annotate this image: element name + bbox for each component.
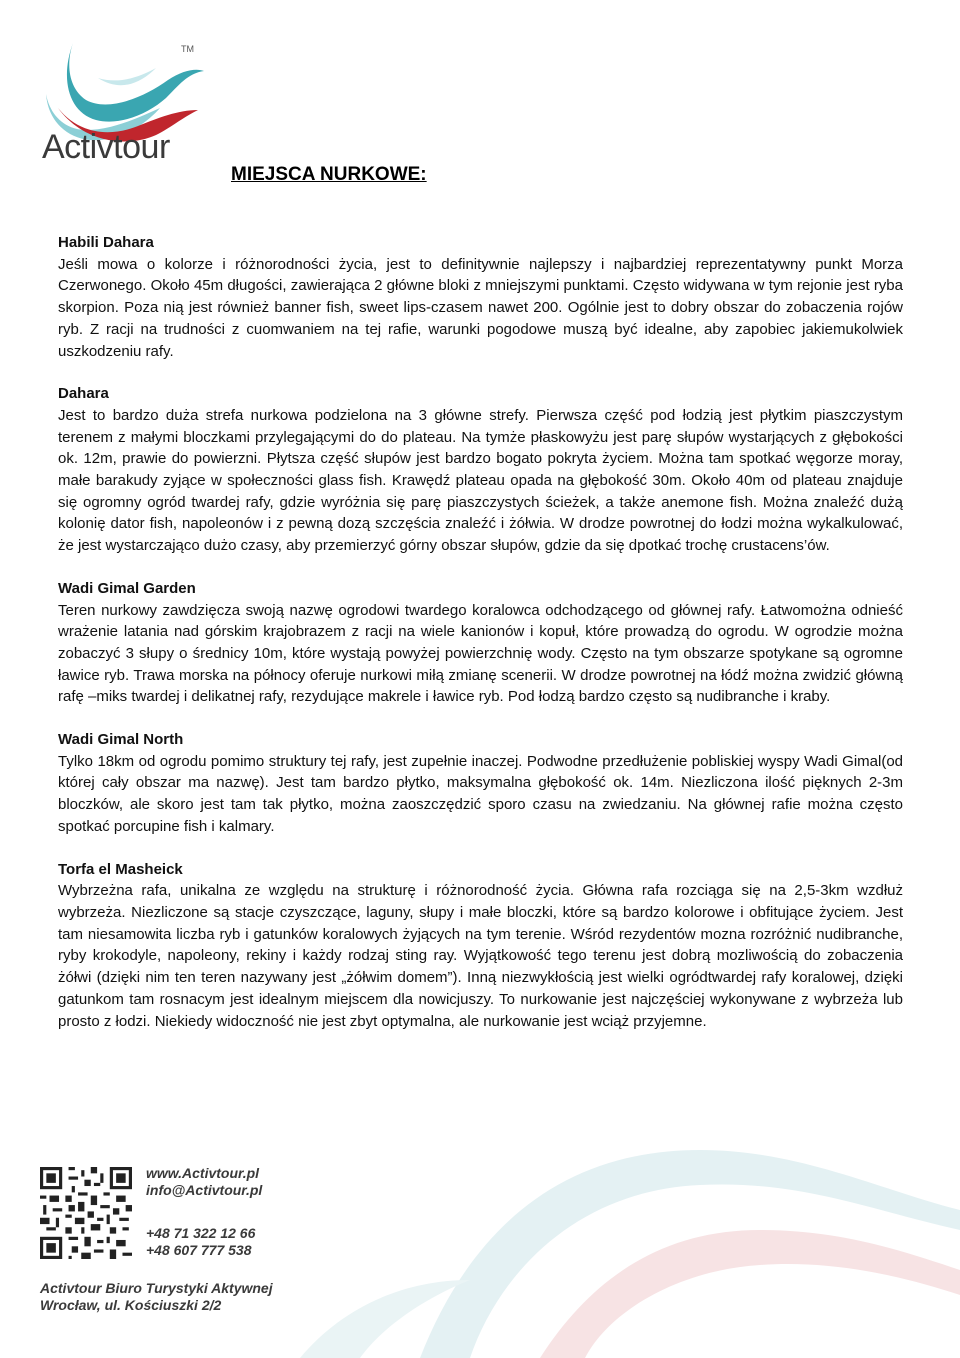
company-name: Activtour Biuro Turystyki Aktywnej xyxy=(40,1280,273,1296)
section-heading: Habili Dahara xyxy=(58,234,154,251)
footer-contact xyxy=(146,1165,262,1259)
footer-company-info xyxy=(40,1280,273,1314)
section-heading: Wadi Gimal Garden xyxy=(58,579,196,597)
company-address: Wrocław, ul. Kościuszki 2/2 xyxy=(40,1297,222,1313)
section-habili-dahara xyxy=(58,232,903,362)
section-torfa-el-masheick xyxy=(58,859,903,1033)
section-wadi-gimal-north xyxy=(58,729,903,838)
page-title: MIEJSCA NURKOWE: xyxy=(231,164,427,185)
section-heading: Dahara xyxy=(58,385,109,403)
phone-1: +48 71 322 12 66 xyxy=(146,1225,256,1241)
main-content xyxy=(58,232,903,1053)
section-text: Tylko 18km od ogrodu pomimo struktury tej rafy, jest zupełnie inaczej. Podwodne przedłużenie pobliskiej wyspy Wadi Gimal(od której cały obszar ma nazwę). Jest tam bardzo płytko, maksymalna głębokość ok. 14m. Niezliczona ilość pięknych 2-3m bloczków, ale skoro jest tam tak płytko, można zaoszczędzić sporo czasu na zwiedzaniu. Na głównej rafie można często spotkać porcupine fish i kalmary. xyxy=(58,752,903,835)
logo-wordmark: Activtour xyxy=(42,128,170,166)
phone-2: +48 607 777 538 xyxy=(146,1242,252,1258)
email-link[interactable]: info@Activtour.pl xyxy=(146,1182,263,1198)
section-text: Wybrzeżna rafa, unikalna ze względu na strukturę i różnorodność życia. Główna rafa rozciąga się na 2,5-3km wzdłuż wybrzeża. Niezliczone są stacje czyszczące, laguny, słupy i małe bloczki, które są bardzo kolorowe i obfitujące życiem. Jest tam niesamowita liczba ryb i gatunków koralowych żyjących na tym terenie. Wśród rezydentów mozna rozróżnić nudibranche, ryby krokodyle, napoleony, rekiny i każdy rodzaj sting ray. Wyjątkowość tego terenu jest dobrą mozliwością do zobaczenia żółwi (dzięki nim ten teren nazywany jest „żółwim domem”). Inną niezwykłością jest wielki ogródtwardej rafy koralowej, dzięki gatunkom tam rosnacym jest idealnym miejscem dla nowicjuszy. To nurkowanie jest najczęściej wykonywane z wybrzeża lub prosto z łodzi. Niekiedy widoczność nie jest zbyt optymalna, ale nurkowanie jest wciąż przyjemne. xyxy=(58,882,903,1030)
section-text: Jest to bardzo duża strefa nurkowa podzielona na 3 główne strefy. Pierwsza część pod łodzią jest płytkim piaszczystym terenem z małymi bloczkami przylegającymi do do plateau. Na tymże płaskowyżu jest parę słupów wystarjących z głębokości ok. 12m, prawie do powierzni. Płytsza część słupów jest bardzo bogato pokryta życiem. Można tam spotkać węgorze moray, małe barakudy zyjące w społeczności glass fish. Krawędź plateau opada na głębokość 30m. Około 40m od plateau znajduje się ogromny ogród twardej rafy, gdzie wyróżnia się parę piaszczystych ścieżek, a także anemone fish. Można znaleźć dużą kolonię dator fish, napoleonów i z pewną dozą szczęścia znaleźć i żółwia. W drodze powrotnej do łodzi można wykalkulować, że jest wystarczająco dużo czasy, aby przemierzyć górny obszar słupów, gdzie da się dpotkać trochę crustacens’ów. xyxy=(58,406,903,555)
section-wadi-gimal-garden xyxy=(58,578,903,708)
section-heading: Wadi Gimal North xyxy=(58,731,184,749)
background-swoosh-decoration xyxy=(0,1080,960,1358)
section-dahara xyxy=(58,383,903,557)
website-link[interactable]: www.Activtour.pl xyxy=(146,1165,260,1181)
qr-code-icon xyxy=(40,1167,132,1259)
section-text: Jeśli mowa o kolorze i różnorodności życia, jest to definitywnie najlepszy i najbardziej reprezentatywny punkt Morza Czerwonego. Około 45m długości, zawierająca 2 główne bloki z mniejszymi punktami. Często widywana w tym rejonie jest ryba skorpion. Poza nią jest również banner fish, sweet lips-czasem nawet 200. Ogólnie jest to dobry obszar do zobaczenia rojów ryb. Z racji na trudności z cuomwaniem na tej rafie, warunki pogodowe muszą być idealne, aby zapobiec jakiemukolwiek uszkodzeniu rafy. xyxy=(58,255,903,360)
section-heading: Torfa el Masheick xyxy=(58,860,183,878)
section-text: Teren nurkowy zawdzięcza swoją nazwę ogrodowi twardego koralowca odchodzącego od głównej rafy. Łatwomożna odnieść wrażenie latania nad górskim krajobrazem z racji na wiele kanionów i kopuł, które prowadzą do ogrodu. W ogrodzie można zobaczyć 3 słupy o średnicy 10m, które wystają powyżej powierzchnię wody. Często na tym obszarze spotykane są ogromne ławice ryb. Trawa morska na północy oferuje nurkowi miłą zmianę scenerii. W drodze powrotnej na łódź można zwidzić główną rafę –miks twardej i delikatnej rafy, rezydujące makrele i ławice ryb. Pod łodzą bardzo często są nudibranche i kraby. xyxy=(58,601,903,706)
trademark-symbol: TM xyxy=(181,44,194,54)
